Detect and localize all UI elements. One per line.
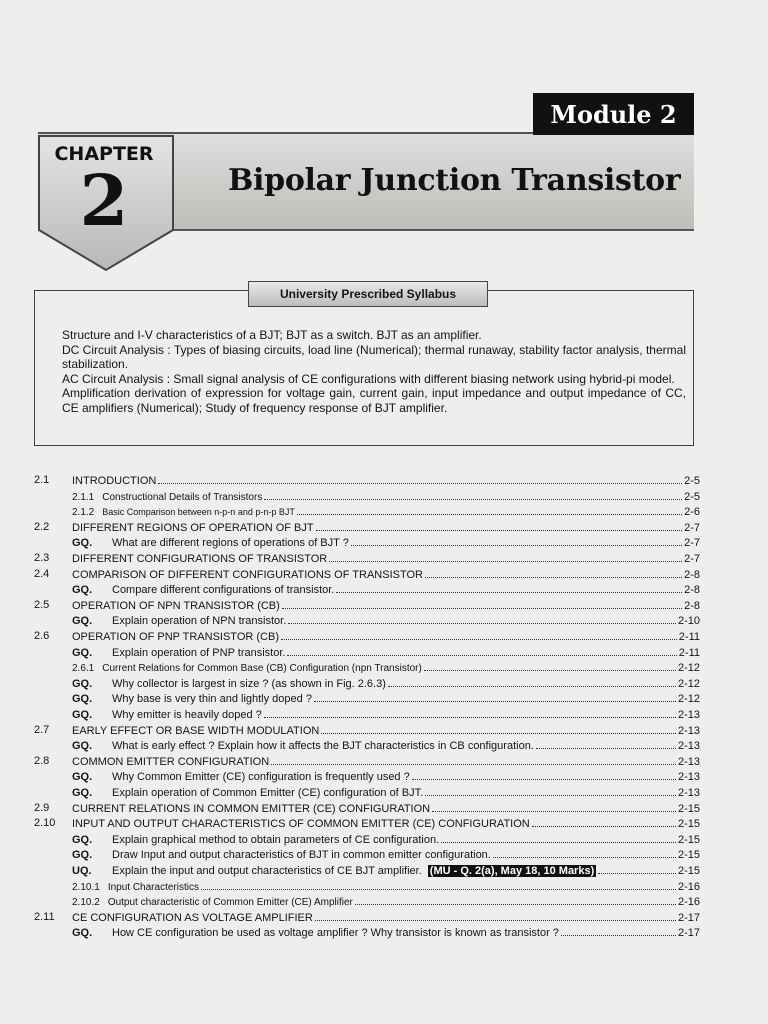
toc-row[interactable] xyxy=(34,598,700,614)
toc-entry-title: Why base is very thin and lightly doped ? xyxy=(112,693,312,706)
toc-row[interactable] xyxy=(72,833,700,848)
toc-sub-number: 2.1.2 xyxy=(72,507,95,519)
toc-sub-number: GQ. xyxy=(72,615,93,628)
toc-page-number: 2-16 xyxy=(677,880,700,893)
toc-entry-title: What is early effect ? Explain how it affects the BJT characteristics in CB configuration. xyxy=(112,740,534,753)
toc-row[interactable] xyxy=(72,614,700,629)
toc-row[interactable] xyxy=(34,520,700,536)
syllabus-heading: University Prescribed Syllabus xyxy=(248,281,488,307)
toc-row[interactable] xyxy=(72,490,700,505)
syllabus-paragraph: DC Circuit Analysis : Types of biasing circuits, load line (Numerical); thermal runaway, stability factor analysis, thermal stabilization. xyxy=(62,342,686,372)
toc-entry-title: COMMON EMITTER CONFIGURATION xyxy=(72,755,270,768)
toc-page-number: 2-17 xyxy=(677,927,700,940)
toc-row[interactable] xyxy=(72,739,700,754)
toc-page-number: 2-12 xyxy=(677,662,700,675)
toc-row[interactable] xyxy=(34,817,700,832)
toc-page-number: 2-12 xyxy=(677,693,700,706)
toc-entry-title: INTRODUCTION xyxy=(72,475,157,487)
toc-row[interactable] xyxy=(34,567,700,583)
toc-entry-title: Why emitter is heavily doped ? xyxy=(112,709,262,721)
toc-entry-title: DIFFERENT REGIONS OF OPERATION OF BJT xyxy=(72,521,314,534)
toc-sub-number: GQ. xyxy=(72,927,93,940)
toc-page-number: 2-15 xyxy=(677,833,700,846)
toc-row[interactable] xyxy=(34,630,700,645)
toc-page-number: 2-8 xyxy=(684,568,700,581)
toc-row[interactable] xyxy=(34,552,700,567)
toc-leader-dots xyxy=(425,786,676,796)
toc-entry-title: CURRENT RELATIONS IN COMMON EMITTER (CE) CONFIGURATION xyxy=(72,802,431,815)
toc-page-number: 2-15 xyxy=(677,802,700,815)
syllabus-paragraph: Amplification derivation of expression for voltage gain, current gain, input impedance and output impedance of CC, CE amplifiers (Numerical); Study of frequency response of BJT amplifier. xyxy=(62,386,686,415)
toc-leader-dots xyxy=(532,817,676,827)
toc-entry-title: DIFFERENT CONFIGURATIONS OF TRANSISTOR xyxy=(72,553,328,565)
toc-leader-dots xyxy=(321,724,676,734)
toc-row[interactable] xyxy=(72,786,700,801)
toc-entry-title: Explain the input and output characteristics of CE BJT amplifier. xyxy=(112,865,422,877)
toc-entry-title: Draw Input and output characteristics of BJT in common emitter configuration. xyxy=(112,849,491,862)
toc-page-number: 2-7 xyxy=(684,521,700,534)
toc-row[interactable] xyxy=(34,474,700,489)
toc-entry-title: Compare different configurations of transistor. xyxy=(112,584,335,597)
toc-entry-title: Explain graphical method to obtain parameters of CE configuration. xyxy=(112,833,440,846)
toc-row[interactable] xyxy=(72,536,700,551)
toc-row[interactable] xyxy=(34,801,700,817)
toc-leader-dots xyxy=(281,630,677,640)
toc-sub-number: GQ. xyxy=(72,787,93,799)
toc-entry-title: OPERATION OF PNP TRANSISTOR (CB) xyxy=(72,631,279,643)
syllabus-text xyxy=(62,328,686,416)
toc-leader-dots xyxy=(201,880,676,890)
toc-entry-title: Why Common Emitter (CE) configuration is frequently used ? xyxy=(112,771,410,784)
toc-sub-number: UQ. xyxy=(72,865,92,877)
toc-leader-dots xyxy=(287,646,676,656)
toc-leader-dots xyxy=(271,755,676,765)
toc-page-number: 2-8 xyxy=(684,584,700,597)
toc-leader-dots xyxy=(412,770,676,780)
toc-entry-title: Current Relations for Common Base (CB) Configuration (npn Transistor) xyxy=(102,663,422,675)
toc-leader-dots xyxy=(388,677,676,687)
toc-page-number: 2-13 xyxy=(677,740,700,753)
toc-leader-dots xyxy=(536,739,676,749)
toc-section-number: 2.4 xyxy=(34,567,50,580)
toc-section-number: 2.2 xyxy=(34,520,50,533)
toc-page-number: 2-5 xyxy=(684,475,700,487)
toc-row[interactable] xyxy=(72,646,700,661)
syllabus-paragraph: AC Circuit Analysis : Small signal analysis of CE configurations with different biasing network using hybrid-pi model. xyxy=(62,371,675,386)
toc-page-number: 2-16 xyxy=(677,896,700,909)
toc-leader-dots xyxy=(598,864,676,874)
toc-entry-title: INPUT AND OUTPUT CHARACTERISTICS OF COMMON EMITTER (CE) CONFIGURATION xyxy=(72,818,530,831)
toc-sub-number: GQ. xyxy=(72,771,93,784)
toc-sub-number: GQ. xyxy=(72,677,93,690)
toc-row[interactable] xyxy=(72,583,700,598)
toc-entry-title: How CE configuration be used as voltage amplifier ? Why transistor is known as transistor ? xyxy=(112,927,559,940)
toc-page-number: 2-15 xyxy=(677,865,700,877)
toc-page-number: 2-11 xyxy=(678,646,700,659)
toc-row[interactable] xyxy=(72,505,700,520)
toc-leader-dots xyxy=(288,614,676,624)
toc-section-number: 2.3 xyxy=(34,552,50,564)
toc-entry-title: OPERATION OF NPN TRANSISTOR (CB) xyxy=(72,599,280,612)
toc-section-number: 2.6 xyxy=(34,630,50,642)
module-tag: Module 2 xyxy=(533,93,694,135)
toc-entry-title: Explain operation of Common Emitter (CE) configuration of BJT. xyxy=(112,787,424,799)
toc-row[interactable] xyxy=(72,770,700,785)
toc-entry-title: Constructional Details of Transistors xyxy=(102,491,263,503)
toc-entry-title: EARLY EFFECT OR BASE WIDTH MODULATION xyxy=(72,724,320,737)
toc-page-number: 2-13 xyxy=(677,709,700,721)
toc-entry-title: Basic Comparison between n-p-n and p-n-p BJT xyxy=(102,507,295,518)
toc-sub-number: GQ. xyxy=(72,537,93,550)
syllabus-paragraph: Structure and I-V characteristics of a BJT; BJT as a switch. BJT as an amplifier. xyxy=(62,328,482,342)
toc-page-number: 2-6 xyxy=(684,506,700,519)
toc-row[interactable] xyxy=(72,895,700,910)
toc-page-number: 2-7 xyxy=(684,553,700,565)
toc-leader-dots xyxy=(355,895,676,905)
toc-entry-title: COMPARISON OF DIFFERENT CONFIGURATIONS OF TRANSISTOR xyxy=(72,568,424,581)
toc-section-number: 2.7 xyxy=(34,723,50,736)
toc-leader-dots xyxy=(264,490,682,500)
toc-leader-dots xyxy=(314,692,676,702)
toc-leader-dots xyxy=(425,568,682,578)
toc-entry-title: Explain operation of PNP transistor. xyxy=(112,646,286,659)
toc-leader-dots xyxy=(315,911,676,921)
toc-row[interactable] xyxy=(34,754,700,770)
toc-section-number: 2.10 xyxy=(34,817,56,830)
toc-sub-number: 2.10.1 xyxy=(72,881,100,893)
toc-entry-title: Why collector is largest in size ? (as shown in Fig. 2.6.3) xyxy=(112,677,386,690)
toc-page-number: 2-7 xyxy=(684,537,700,550)
toc-sub-number: GQ. xyxy=(72,849,93,862)
toc-section-number: 2.11 xyxy=(34,910,55,923)
toc-leader-dots xyxy=(158,474,682,484)
toc-leader-dots xyxy=(264,708,676,718)
chapter-label: CHAPTER xyxy=(54,143,154,165)
toc-page-number: 2-8 xyxy=(684,599,700,612)
toc-sub-number: 2.10.2 xyxy=(72,897,100,909)
toc-row[interactable] xyxy=(72,848,700,863)
toc-row[interactable] xyxy=(72,677,700,692)
toc-row[interactable] xyxy=(72,692,700,707)
toc-sub-number: GQ. xyxy=(72,833,93,846)
toc-row[interactable] xyxy=(72,880,700,895)
toc-page-number: 2-10 xyxy=(677,615,700,628)
toc-leader-dots xyxy=(297,505,682,515)
toc-section-number: 2.1 xyxy=(34,474,50,486)
toc-row[interactable] xyxy=(34,723,700,739)
toc-sub-number: GQ. xyxy=(72,584,93,597)
toc-section-number: 2.5 xyxy=(34,598,50,611)
toc-page-number: 2-17 xyxy=(677,911,700,924)
chapter-title: Bipolar Junction Transistor xyxy=(228,163,681,198)
toc-row[interactable] xyxy=(34,910,700,926)
toc-page-number: 2-15 xyxy=(677,818,700,831)
toc-page-number: 2-11 xyxy=(678,631,700,643)
toc-page-number: 2-15 xyxy=(677,849,700,862)
toc-row[interactable] xyxy=(72,661,700,676)
toc-section-number: 2.8 xyxy=(34,754,50,767)
toc-page-number: 2-13 xyxy=(677,755,700,768)
toc-page-number: 2-12 xyxy=(677,677,700,690)
toc-leader-dots xyxy=(424,661,676,671)
toc-sub-number: GQ. xyxy=(72,693,93,706)
toc-entry-title: Explain operation of NPN transistor. xyxy=(112,615,287,628)
toc-entry-title: What are different regions of operations of BJT ? xyxy=(112,537,349,550)
toc-sub-number: GQ. xyxy=(72,740,93,753)
toc-page-number: 2-13 xyxy=(677,787,700,799)
toc-page-number: 2-13 xyxy=(677,724,700,737)
toc-leader-dots xyxy=(329,552,682,562)
toc-leader-dots xyxy=(432,802,676,812)
toc-leader-dots xyxy=(282,599,682,609)
toc-leader-dots xyxy=(316,521,682,531)
toc-entry-title: CE CONFIGURATION AS VOLTAGE AMPLIFIER xyxy=(72,911,313,924)
toc-sub-number: 2.1.1 xyxy=(72,491,95,503)
toc-leader-dots xyxy=(493,848,676,858)
toc-page-number: 2-13 xyxy=(677,771,700,784)
toc-leader-dots xyxy=(441,833,676,843)
toc-entry-title: Output characteristic of Common Emitter (CE) Amplifier xyxy=(107,897,353,909)
toc-sub-number: GQ. xyxy=(72,709,93,721)
toc-entry-title: Input Characteristics xyxy=(107,881,199,893)
chapter-number: 2 xyxy=(79,159,129,242)
toc-row[interactable] xyxy=(72,926,700,941)
toc-sub-number: GQ. xyxy=(72,646,93,659)
toc-leader-dots xyxy=(561,926,676,936)
toc-section-number: 2.9 xyxy=(34,801,50,814)
toc-leader-dots xyxy=(336,583,682,593)
toc-leader-dots xyxy=(351,536,682,546)
toc-page-number: 2-5 xyxy=(684,490,700,503)
toc-row[interactable] xyxy=(72,864,700,879)
toc-row[interactable] xyxy=(72,708,700,723)
toc-sub-number: 2.6.1 xyxy=(72,663,95,675)
exam-reference-badge: (MU - Q. 2(a), May 18, 10 Marks) xyxy=(429,865,595,877)
